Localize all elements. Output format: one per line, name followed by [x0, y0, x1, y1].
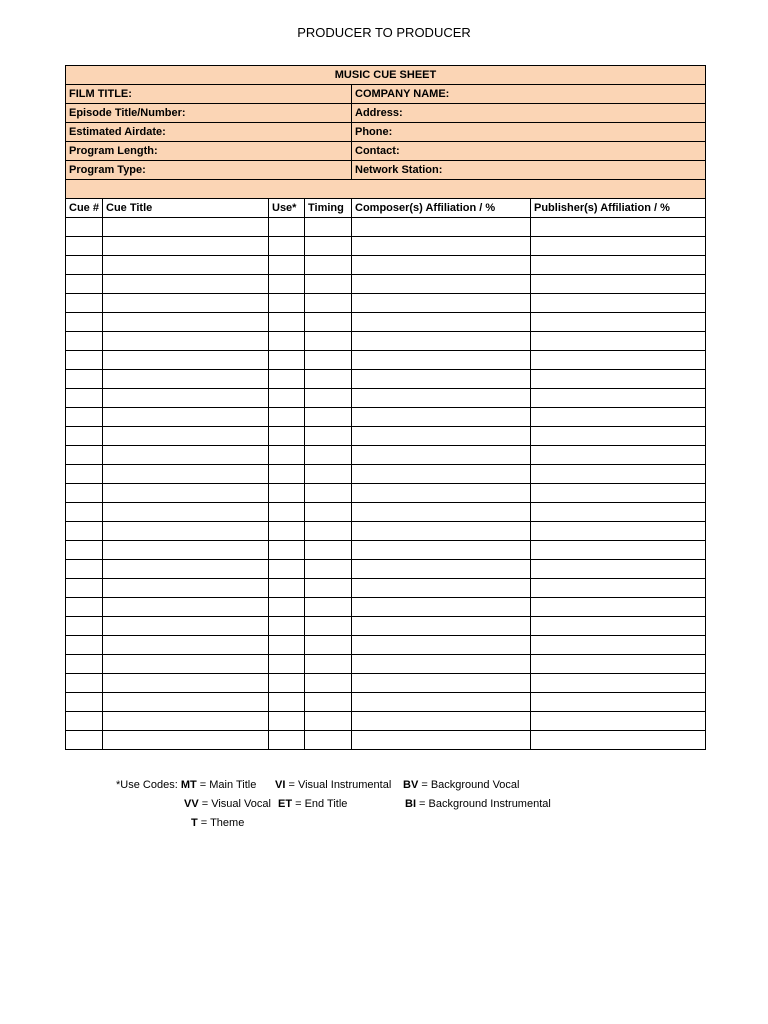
table-cell[interactable]	[305, 503, 352, 522]
table-cell[interactable]	[305, 712, 352, 731]
legend-desc-vi: = Visual Instrumental	[285, 779, 392, 791]
table-cell[interactable]	[531, 427, 706, 446]
table-cell[interactable]	[66, 522, 103, 541]
table-cell[interactable]	[352, 731, 531, 750]
table-cell[interactable]	[103, 731, 269, 750]
table-cell[interactable]	[352, 484, 531, 503]
table-cell[interactable]	[66, 712, 103, 731]
table-cell[interactable]	[103, 617, 269, 636]
table-cell[interactable]	[531, 674, 706, 693]
table-cell[interactable]	[66, 617, 103, 636]
table-row	[66, 256, 706, 275]
table-cell[interactable]	[305, 218, 352, 237]
table-cell[interactable]	[103, 465, 269, 484]
column-header: Publisher(s) Affiliation / %	[531, 199, 706, 218]
table-cell[interactable]	[66, 275, 103, 294]
table-cell[interactable]	[269, 275, 305, 294]
table-cell[interactable]	[66, 389, 103, 408]
table-cell[interactable]	[352, 522, 531, 541]
table-cell[interactable]	[352, 693, 531, 712]
table-cell[interactable]	[531, 313, 706, 332]
table-cell[interactable]	[305, 636, 352, 655]
table-cell[interactable]	[305, 522, 352, 541]
table-cell[interactable]	[103, 275, 269, 294]
table-row	[66, 636, 706, 655]
table-cell[interactable]	[66, 598, 103, 617]
table-cell[interactable]	[103, 237, 269, 256]
table-row	[66, 370, 706, 389]
table-cell[interactable]	[269, 598, 305, 617]
table-cell[interactable]	[352, 712, 531, 731]
table-cell[interactable]	[269, 313, 305, 332]
legend-desc-bi: = Background Instrumental	[416, 798, 551, 810]
table-cell[interactable]	[103, 294, 269, 313]
table-cell[interactable]	[352, 408, 531, 427]
table-row	[66, 598, 706, 617]
table-row	[66, 332, 706, 351]
table-row	[66, 218, 706, 237]
table-cell[interactable]	[269, 446, 305, 465]
table-cell[interactable]	[269, 541, 305, 560]
table-cell[interactable]	[305, 351, 352, 370]
info-row	[66, 142, 706, 161]
music-cue-sheet-table	[65, 65, 706, 750]
table-cell[interactable]	[103, 370, 269, 389]
table-cell[interactable]	[531, 408, 706, 427]
table-cell[interactable]	[352, 560, 531, 579]
column-header: Use*	[269, 199, 305, 218]
table-cell[interactable]	[66, 674, 103, 693]
table-cell[interactable]	[531, 370, 706, 389]
table-cell[interactable]	[103, 541, 269, 560]
table-row	[66, 712, 706, 731]
table-cell[interactable]	[103, 218, 269, 237]
table-cell[interactable]	[531, 465, 706, 484]
table-cell[interactable]	[305, 598, 352, 617]
table-cell[interactable]	[66, 294, 103, 313]
info-label-left: FILM TITLE:	[66, 85, 352, 104]
table-cell[interactable]	[305, 237, 352, 256]
table-cell[interactable]	[66, 636, 103, 655]
legend-t	[191, 817, 244, 829]
spacer-cell	[66, 180, 706, 199]
table-cell[interactable]	[66, 731, 103, 750]
table-cell[interactable]	[352, 389, 531, 408]
table-cell[interactable]	[103, 446, 269, 465]
table-cell[interactable]	[352, 294, 531, 313]
legend-desc-mt: = Main Title	[196, 779, 257, 791]
info-label-left: Program Length:	[66, 142, 352, 161]
table-cell[interactable]	[352, 313, 531, 332]
table-cell[interactable]	[269, 408, 305, 427]
table-cell[interactable]	[531, 332, 706, 351]
table-cell[interactable]	[531, 237, 706, 256]
table-row	[66, 731, 706, 750]
table-row	[66, 313, 706, 332]
table-cell[interactable]	[66, 408, 103, 427]
table-cell[interactable]	[103, 313, 269, 332]
table-cell[interactable]	[531, 484, 706, 503]
table-cell[interactable]	[352, 256, 531, 275]
table-cell[interactable]	[66, 560, 103, 579]
table-cell[interactable]	[531, 579, 706, 598]
legend-desc-t: = Theme	[197, 817, 245, 829]
table-row	[66, 446, 706, 465]
table-cell[interactable]	[531, 560, 706, 579]
info-row	[66, 161, 706, 180]
table-cell[interactable]	[305, 275, 352, 294]
table-cell[interactable]	[305, 465, 352, 484]
table-cell[interactable]	[305, 370, 352, 389]
info-row	[66, 104, 706, 123]
table-cell[interactable]	[305, 408, 352, 427]
table-cell[interactable]	[66, 370, 103, 389]
table-cell[interactable]	[103, 427, 269, 446]
table-cell[interactable]	[305, 674, 352, 693]
legend-code-et: ET	[278, 798, 293, 810]
info-label-right: Address:	[352, 104, 706, 123]
table-row	[66, 237, 706, 256]
table-cell[interactable]	[103, 408, 269, 427]
table-cell[interactable]	[531, 446, 706, 465]
table-cell[interactable]	[352, 503, 531, 522]
table-cell[interactable]	[103, 389, 269, 408]
table-cell[interactable]	[269, 256, 305, 275]
table-cell[interactable]	[531, 351, 706, 370]
column-header: Cue Title	[103, 199, 269, 218]
table-cell[interactable]	[269, 294, 305, 313]
table-cell[interactable]	[269, 560, 305, 579]
column-header: Composer(s) Affiliation / %	[352, 199, 531, 218]
table-cell[interactable]	[103, 712, 269, 731]
table-cell[interactable]	[103, 332, 269, 351]
table-cell[interactable]	[103, 636, 269, 655]
table-cell[interactable]	[66, 693, 103, 712]
table-row	[66, 484, 706, 503]
table-cell[interactable]	[305, 332, 352, 351]
legend-code-vi: VI	[275, 779, 286, 791]
table-cell[interactable]	[531, 294, 706, 313]
table-cell[interactable]	[66, 484, 103, 503]
legend-vi	[275, 779, 391, 791]
table-cell[interactable]	[66, 503, 103, 522]
table-cell[interactable]	[531, 731, 706, 750]
page-title: PRODUCER TO PRODUCER	[297, 25, 471, 40]
table-cell[interactable]	[66, 427, 103, 446]
table-cell[interactable]	[352, 598, 531, 617]
table-cell[interactable]	[305, 541, 352, 560]
sheet-title: MUSIC CUE SHEET	[66, 66, 706, 85]
info-label-right: Phone:	[352, 123, 706, 142]
legend-code-vv: VV	[184, 798, 199, 810]
table-cell[interactable]	[531, 256, 706, 275]
table-cell[interactable]	[352, 332, 531, 351]
table-cell[interactable]	[103, 560, 269, 579]
info-label-left: Episode Title/Number:	[66, 104, 352, 123]
table-cell[interactable]	[103, 674, 269, 693]
table-cell[interactable]	[352, 465, 531, 484]
legend-code-t: T	[191, 817, 198, 829]
legend-bv	[403, 779, 520, 791]
table-cell[interactable]	[352, 579, 531, 598]
table-cell[interactable]	[269, 503, 305, 522]
table-cell[interactable]	[269, 332, 305, 351]
table-cell[interactable]	[103, 351, 269, 370]
legend-desc-vv: = Visual Vocal	[198, 798, 271, 810]
table-cell[interactable]	[531, 522, 706, 541]
table-cell[interactable]	[103, 256, 269, 275]
table-cell[interactable]	[66, 237, 103, 256]
table-cell[interactable]	[305, 693, 352, 712]
table-cell[interactable]	[352, 636, 531, 655]
table-cell[interactable]	[103, 598, 269, 617]
table-cell[interactable]	[531, 655, 706, 674]
table-cell[interactable]	[269, 712, 305, 731]
table-cell[interactable]	[269, 351, 305, 370]
table-cell[interactable]	[352, 655, 531, 674]
table-row	[66, 674, 706, 693]
table-row	[66, 560, 706, 579]
table-cell[interactable]	[269, 370, 305, 389]
legend-desc-bv: = Background Vocal	[418, 779, 520, 791]
table-cell[interactable]	[531, 636, 706, 655]
table-cell[interactable]	[305, 294, 352, 313]
table-cell[interactable]	[352, 446, 531, 465]
table-cell[interactable]	[103, 693, 269, 712]
legend-line-1	[116, 779, 256, 791]
table-cell[interactable]	[269, 636, 305, 655]
table-cell[interactable]	[352, 427, 531, 446]
column-header: Cue #	[66, 199, 103, 218]
table-cell[interactable]	[352, 237, 531, 256]
table-row	[66, 579, 706, 598]
table-cell[interactable]	[66, 313, 103, 332]
table-cell[interactable]	[305, 579, 352, 598]
table-cell[interactable]	[66, 465, 103, 484]
table-cell[interactable]	[66, 579, 103, 598]
table-cell[interactable]	[352, 370, 531, 389]
table-cell[interactable]	[305, 313, 352, 332]
legend-bi	[405, 798, 551, 810]
table-row	[66, 351, 706, 370]
info-label-right: Contact:	[352, 142, 706, 161]
legend-code-bi: BI	[405, 798, 416, 810]
table-cell[interactable]	[269, 693, 305, 712]
legend-code-bv: BV	[403, 779, 419, 791]
table-cell[interactable]	[269, 655, 305, 674]
table-cell[interactable]	[269, 579, 305, 598]
info-label-left: Estimated Airdate:	[66, 123, 352, 142]
table-cell[interactable]	[531, 617, 706, 636]
table-cell[interactable]	[269, 427, 305, 446]
table-cell[interactable]	[103, 522, 269, 541]
table-cell[interactable]	[66, 351, 103, 370]
table-cell[interactable]	[531, 541, 706, 560]
table-cell[interactable]	[66, 332, 103, 351]
table-row	[66, 275, 706, 294]
table-row	[66, 294, 706, 313]
table-cell[interactable]	[531, 218, 706, 237]
table-cell[interactable]	[269, 731, 305, 750]
table-cell[interactable]	[531, 503, 706, 522]
table-cell[interactable]	[66, 218, 103, 237]
table-cell[interactable]	[305, 617, 352, 636]
legend-prefix: *Use Codes:	[116, 779, 178, 791]
table-cell[interactable]	[66, 446, 103, 465]
table-row	[66, 541, 706, 560]
info-row	[66, 85, 706, 104]
table-cell[interactable]	[531, 275, 706, 294]
table-cell[interactable]	[352, 351, 531, 370]
legend-desc-et: = End Title	[292, 798, 348, 810]
info-label-left: Program Type:	[66, 161, 352, 180]
table-cell[interactable]	[305, 389, 352, 408]
table-cell[interactable]	[103, 579, 269, 598]
table-cell[interactable]	[305, 484, 352, 503]
legend-vv	[184, 798, 271, 810]
table-cell[interactable]	[103, 484, 269, 503]
table-cell[interactable]	[352, 541, 531, 560]
table-cell[interactable]	[352, 275, 531, 294]
table-cell[interactable]	[305, 446, 352, 465]
table-row	[66, 503, 706, 522]
table-cell[interactable]	[305, 731, 352, 750]
table-cell[interactable]	[531, 598, 706, 617]
table-cell[interactable]	[269, 484, 305, 503]
table-cell[interactable]	[269, 389, 305, 408]
table-cell[interactable]	[269, 617, 305, 636]
table-cell[interactable]	[103, 655, 269, 674]
table-cell[interactable]	[66, 655, 103, 674]
table-cell[interactable]	[305, 256, 352, 275]
table-cell[interactable]	[305, 655, 352, 674]
table-cell[interactable]	[531, 389, 706, 408]
info-row	[66, 123, 706, 142]
table-cell[interactable]	[352, 674, 531, 693]
table-cell[interactable]	[352, 218, 531, 237]
table-cell[interactable]	[305, 427, 352, 446]
table-cell[interactable]	[531, 693, 706, 712]
table-cell[interactable]	[103, 503, 269, 522]
table-cell[interactable]	[352, 617, 531, 636]
table-cell[interactable]	[269, 674, 305, 693]
table-cell[interactable]	[531, 712, 706, 731]
table-row	[66, 389, 706, 408]
legend-et	[278, 798, 347, 810]
table-cell[interactable]	[269, 237, 305, 256]
table-cell[interactable]	[269, 218, 305, 237]
column-header-row	[66, 199, 706, 218]
table-cell[interactable]	[269, 522, 305, 541]
table-row	[66, 522, 706, 541]
table-row	[66, 465, 706, 484]
legend-code-mt: MT	[180, 779, 197, 791]
table-row	[66, 693, 706, 712]
table-row	[66, 427, 706, 446]
info-label-right: COMPANY NAME:	[352, 85, 706, 104]
table-row	[66, 655, 706, 674]
column-header: Timing	[305, 199, 352, 218]
table-cell[interactable]	[305, 560, 352, 579]
table-cell[interactable]	[269, 465, 305, 484]
info-label-right: Network Station:	[352, 161, 706, 180]
spacer-row	[66, 180, 706, 199]
table-cell[interactable]	[66, 541, 103, 560]
table-row	[66, 617, 706, 636]
table-row	[66, 408, 706, 427]
table-cell[interactable]	[66, 256, 103, 275]
